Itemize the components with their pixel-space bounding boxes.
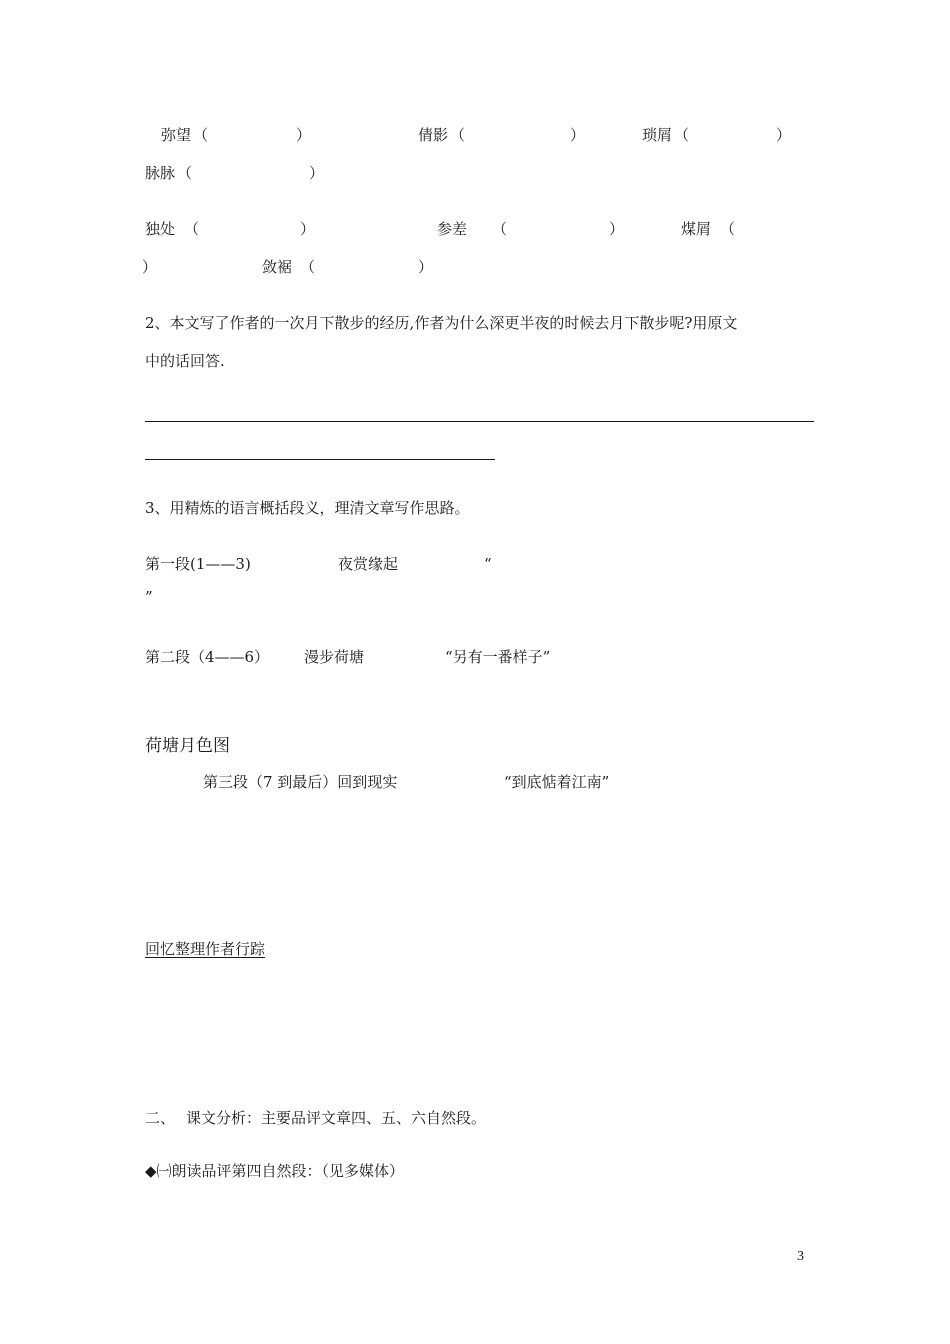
part-2-item-1: ◆㈠朗读品评第四自然段：（见多媒体） [145,1162,405,1180]
vocab-paren-close: ） [309,164,325,182]
vocab-paren-close: ） [142,258,158,276]
vocab-paren-open: （ [492,220,508,238]
segment-3-quote: “到底惦着江南” [504,773,610,791]
vocab-word-cenci: 参差 [437,220,468,238]
vocab-word-suoxie: 琐屑 [642,126,673,144]
segment-1-quote-close: ” [145,588,153,606]
part-2-number: 二、 [145,1109,176,1127]
vocab-paren-close: ） [570,126,586,144]
segment-1-label: 第一段(1——3) [145,555,251,573]
question-3-title: 3、用精炼的语言概括段义，理清文章写作思路。 [145,499,470,517]
segment-2-quote: “另有一番样子” [445,648,551,666]
vocab-paren-open: （ [193,126,209,144]
page-number: 3 [797,1249,804,1264]
vocab-paren-close: ） [776,126,792,144]
vocab-paren-open: （ [450,126,466,144]
vocab-word-momo: 脉脉 [145,164,176,182]
vocab-paren-open: （ [184,220,200,238]
question-2-line-2: 中的话回答. [145,352,225,370]
vocab-word-miwang: 弥望 [161,126,192,144]
vocab-word-duchu: 独处 [145,220,176,238]
vocab-paren-open: （ [300,258,316,276]
segment-1-quote-open: “ [484,555,492,573]
vocab-paren-open: （ [720,220,736,238]
vocab-paren-close: ） [296,126,312,144]
segment-3-label: 第三段（7 到最后）回到现实 [203,773,398,791]
lotus-pond-picture-label: 荷塘月色图 [145,736,230,756]
segment-2-summary: 漫步荷塘 [304,648,365,666]
vocab-paren-close: ） [418,258,434,276]
author-trace-heading: 回忆整理作者行踪 [145,940,266,958]
segment-2-label: 第二段（4——6） [145,648,270,666]
part-2-heading: 课文分析：主要品评文章四、五、六自然段。 [186,1109,487,1127]
vocab-paren-close: ） [609,220,625,238]
question-2-line-1: 2、本文写了作者的一次月下散步的经历,作者为什么深更半夜的时候去月下散步呢?用原文 [145,314,738,332]
vocab-word-lianju: 敛裾 [262,258,293,276]
vocab-word-meixie: 煤屑 [681,220,712,238]
vocab-word-qianying: 倩影 [418,126,449,144]
vocab-paren-close: ） [300,220,316,238]
answer-line-1 [145,421,814,422]
vocab-paren-open: （ [177,164,193,182]
answer-line-2 [145,459,495,460]
vocab-paren-open: （ [674,126,690,144]
segment-1-summary: 夜赏缘起 [338,555,399,573]
